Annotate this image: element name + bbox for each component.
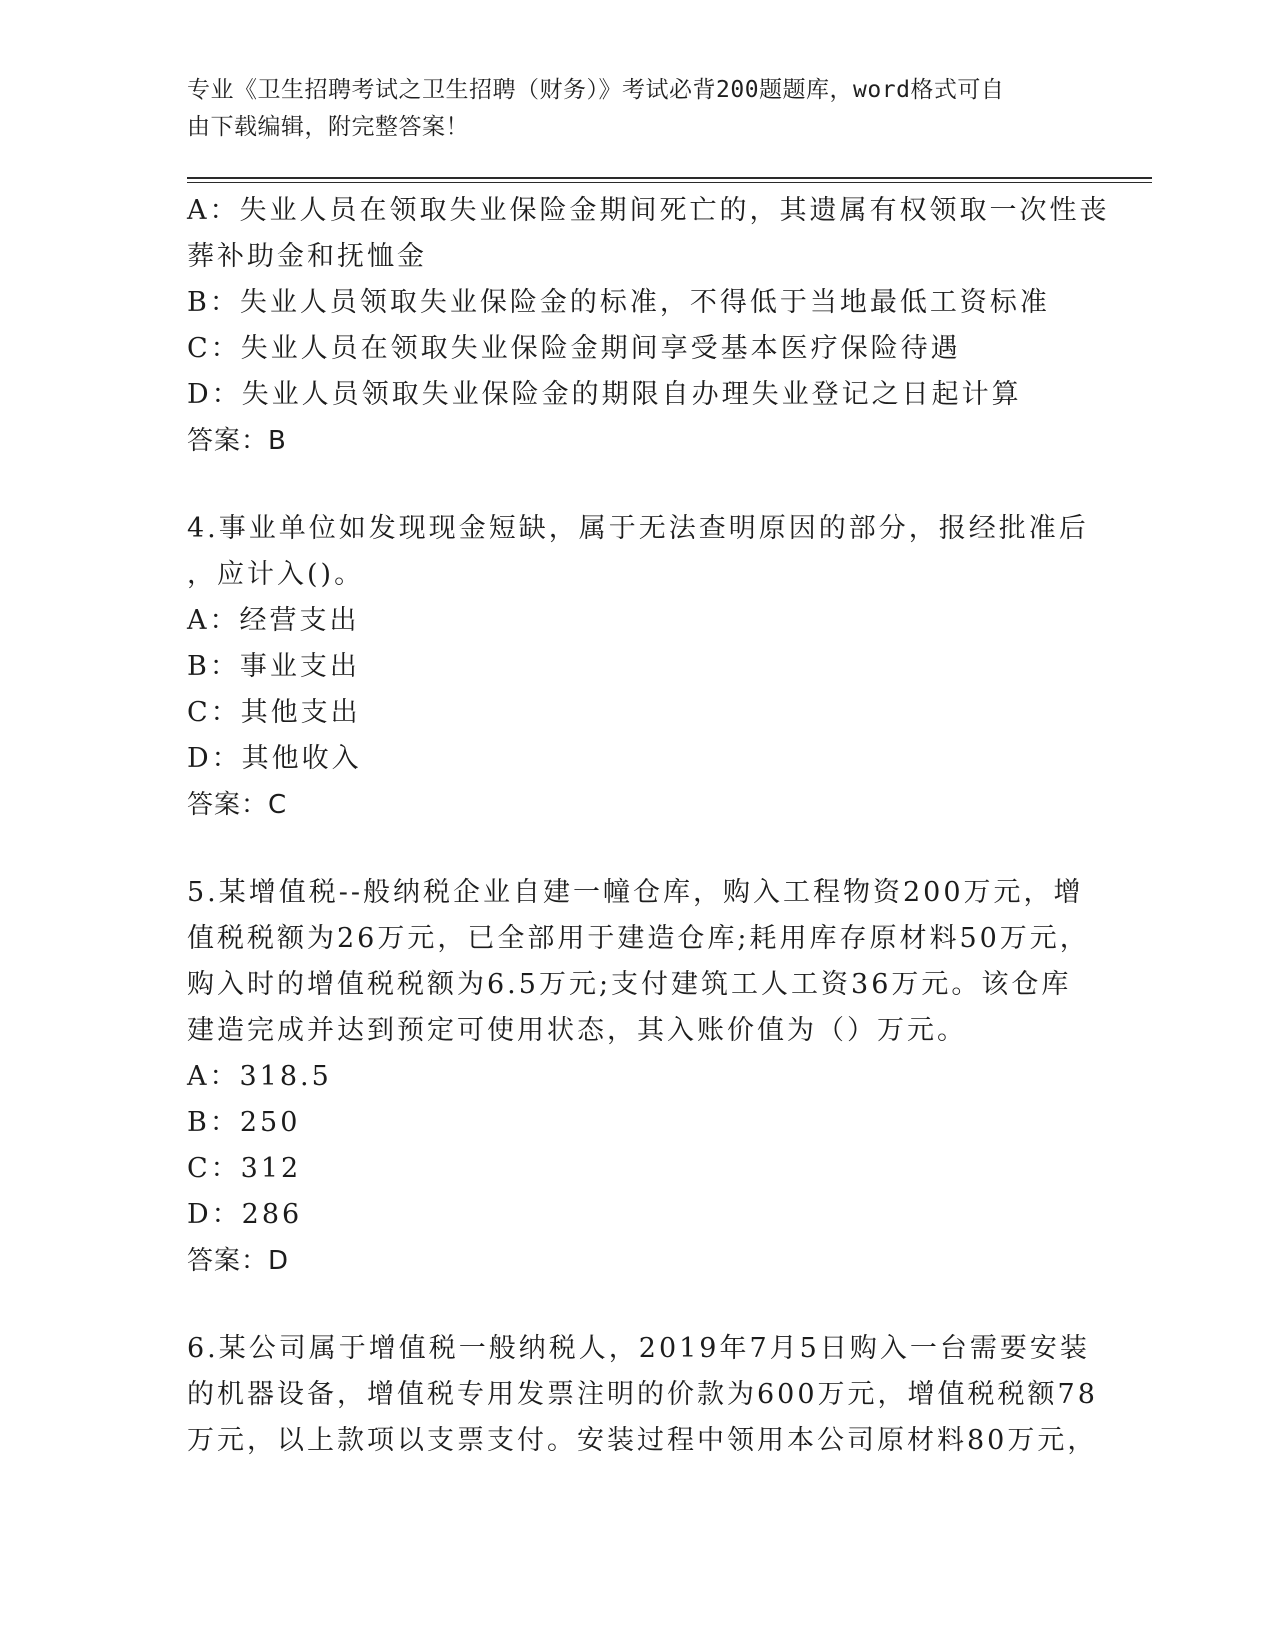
spacer bbox=[187, 828, 1067, 870]
spacer bbox=[187, 1284, 1067, 1326]
header-line-2: 由下载编辑，附完整答案！ bbox=[187, 114, 469, 140]
q5-option-c: C：312 bbox=[187, 1153, 302, 1184]
q5-option-d: D：286 bbox=[187, 1199, 303, 1230]
header-divider-thick bbox=[187, 177, 1152, 179]
q4-question-line-2: ，应计入()。 bbox=[187, 559, 365, 590]
q3-option-b: B：失业人员领取失业保险金的标准，不得低于当地最低工资标准 bbox=[187, 287, 1050, 318]
q4-question-line-1: 4.事业单位如发现现金短缺，属于无法查明原因的部分，报经批准后 bbox=[187, 513, 1089, 544]
q5-answer: 答案：D bbox=[187, 1246, 290, 1276]
header-divider-thin bbox=[187, 182, 1152, 183]
q5-question-line-3: 购入时的增值税税额为6.5万元;支付建筑工人工资36万元。该仓库 bbox=[187, 969, 1072, 1000]
q3-option-a-line-1: A：失业人员在领取失业保险金期间死亡的，其遗属有权领取一次性丧 bbox=[187, 195, 1110, 226]
q4-answer: 答案：C bbox=[187, 790, 288, 820]
q3-answer: 答案：B bbox=[187, 426, 287, 456]
q5-question-line-1: 5.某增值税--般纳税企业自建一幢仓库，购入工程物资200万元，增 bbox=[187, 877, 1084, 908]
document-body bbox=[187, 188, 1110, 1464]
q5-option-b: B：250 bbox=[187, 1107, 301, 1138]
question-4-block bbox=[187, 506, 1089, 828]
document-header bbox=[187, 72, 1067, 146]
q4-option-c: C：其他支出 bbox=[187, 697, 361, 728]
q5-option-a: A：318.5 bbox=[187, 1061, 332, 1092]
q3-option-a-line-2: 葬补助金和抚恤金 bbox=[187, 241, 427, 272]
q6-question-line-3: 万元，以上款项以支票支付。安装过程中领用本公司原材料80万元， bbox=[187, 1425, 1098, 1456]
q4-option-d: D：其他收入 bbox=[187, 743, 362, 774]
q3-option-c: C：失业人员在领取失业保险金期间享受基本医疗保险待遇 bbox=[187, 333, 961, 364]
q5-question-line-2: 值税税额为26万元，已全部用于建造仓库;耗用库存原材料50万元， bbox=[187, 923, 1090, 954]
q4-option-b: B：事业支出 bbox=[187, 651, 360, 682]
q6-question-line-1: 6.某公司属于增值税一般纳税人，2019年7月5日购入一台需要安装 bbox=[187, 1333, 1090, 1364]
q5-question-line-4: 建造完成并达到预定可使用状态，其入账价值为（）万元。 bbox=[187, 1015, 967, 1046]
question-3-block bbox=[187, 188, 1110, 464]
question-6-block bbox=[187, 1326, 1098, 1464]
q3-option-d: D：失业人员领取失业保险金的期限自办理失业登记之日起计算 bbox=[187, 379, 1022, 410]
question-5-block bbox=[187, 870, 1090, 1284]
spacer bbox=[187, 464, 1067, 506]
q6-question-line-2: 的机器设备，增值税专用发票注明的价款为600万元，增值税税额78 bbox=[187, 1379, 1098, 1410]
q4-option-a: A：经营支出 bbox=[187, 605, 360, 636]
header-line-1: 专业《卫生招聘考试之卫生招聘（财务）》考试必背200题题库，word格式可自 bbox=[187, 77, 1005, 103]
